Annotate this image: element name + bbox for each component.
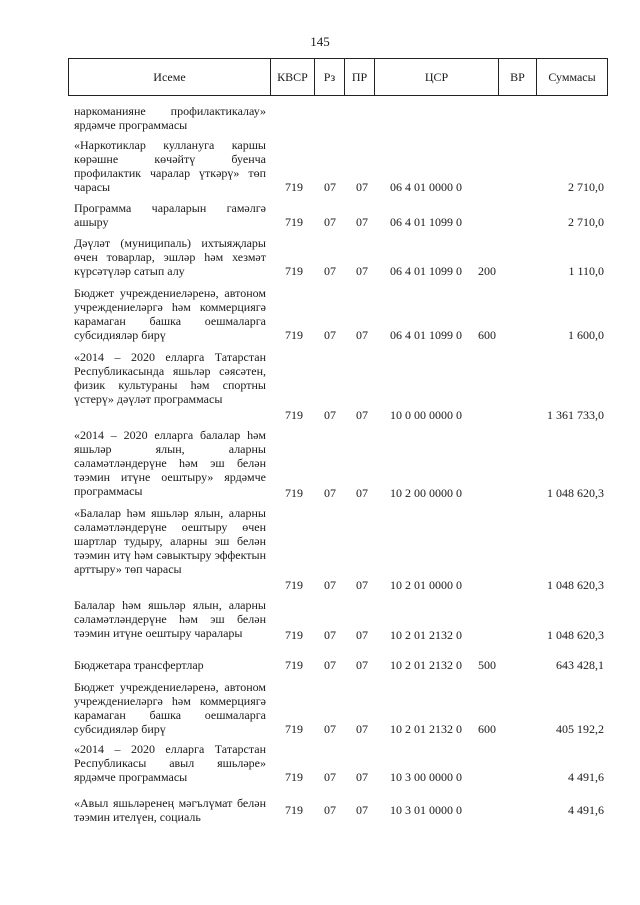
row-sum: 4 491,6 [568,770,604,784]
table-row [74,658,604,674]
row-csr: 10 2 01 2132 0 [390,722,462,736]
row-kvsr: 719 [285,215,303,229]
row-rz: 07 [324,658,336,672]
row-name: «2014 – 2020 елларга балалар һәм яшьләр ялын, аларны сәламәтләндерүне һәм эш белән тәэмин итүне оештыру» ярдәмче программасы [74,428,266,498]
row-sum: 1 048 620,3 [547,578,604,592]
row-kvsr: 719 [285,658,303,672]
table-header [68,58,608,96]
row-name: Дәүләт (муниципаль) ихтыяҗлары өчен товарлар, эшләр һәм хезмәт күрсәтүләр сатып алу [74,236,266,278]
row-csr: 10 2 01 2132 0 [390,658,462,672]
row-name: Бюджет учреждениеләренә, автоном учреждениеләргә һәм коммерциягә карамаган башка оешмаларга субсидияләр бирү [74,286,266,342]
header-kvsr: КВСР [271,59,315,95]
table-row [74,742,604,786]
row-pr: 07 [356,215,368,229]
row-rz: 07 [324,264,336,278]
row-csr: 10 0 00 0000 0 [390,408,462,422]
row-pr: 07 [356,328,368,342]
row-vr: 200 [478,264,496,278]
row-pr: 07 [356,578,368,592]
row-vr: 500 [478,658,496,672]
table-row [74,236,604,280]
table-row [74,796,604,826]
row-kvsr: 719 [285,578,303,592]
row-sum: 1 361 733,0 [547,408,604,422]
row-sum: 643 428,1 [556,658,604,672]
row-csr: 06 4 01 1099 0 [390,264,462,278]
row-kvsr: 719 [285,722,303,736]
row-sum: 1 048 620,3 [547,486,604,500]
row-kvsr: 719 [285,180,303,194]
row-name: Программа чараларын гамәлгә ашыру [74,201,266,229]
row-kvsr: 719 [285,803,303,817]
row-pr: 07 [356,408,368,422]
row-sum: 4 491,6 [568,803,604,817]
row-kvsr: 719 [285,486,303,500]
row-name: «Наркотиклар куллануга каршы көрәшне көчәйтү буенча профилактик чаралар үткәрү» төп чарасы [74,138,266,194]
row-kvsr: 719 [285,328,303,342]
row-sum: 2 710,0 [568,215,604,229]
row-rz: 07 [324,628,336,642]
row-rz: 07 [324,722,336,736]
row-rz: 07 [324,486,336,500]
header-vr: ВР [499,59,537,95]
row-sum: 2 710,0 [568,180,604,194]
table-row [74,138,604,196]
row-pr: 07 [356,628,368,642]
row-name: «Балалар һәм яшьләр ялын, аларны сәламәтләндерүне оештыру өчен шартлар тудыру, аларны эш белән тәэмин итү һәм сәвыктыру эффектын арттыру» төп чарасы [74,506,266,576]
row-pr: 07 [356,770,368,784]
row-kvsr: 719 [285,770,303,784]
row-name: «2014 – 2020 елларга Татарстан Республикасында яшьләр сәясәтен, физик культураны һәм спортны үстерү» дәүләт программасы [74,350,266,406]
row-vr: 600 [478,328,496,342]
table-row [74,104,604,132]
row-pr: 07 [356,180,368,194]
row-rz: 07 [324,578,336,592]
row-sum: 1 600,0 [568,328,604,342]
row-name: Бюджет учреждениеләренә, автоном учреждениеләргә һәм коммерциягә карамаган башка оешмаларга субсидияләр бирү [74,680,266,736]
row-pr: 07 [356,486,368,500]
row-csr: 10 3 01 0000 0 [390,803,462,817]
table-row [74,506,604,592]
row-rz: 07 [324,408,336,422]
row-rz: 07 [324,770,336,784]
row-name: «Авыл яшьләренең мәгълүмат белән тәэмин ителүен, социаль [74,796,266,824]
table-row [74,201,604,231]
table-row [74,286,604,344]
row-name: «2014 – 2020 елларга Татарстан Республикасы авыл яшьләре» ярдәмче программасы [74,742,266,784]
row-rz: 07 [324,803,336,817]
row-pr: 07 [356,658,368,672]
row-vr: 600 [478,722,496,736]
row-pr: 07 [356,722,368,736]
header-csr: ЦСР [375,59,499,95]
row-rz: 07 [324,215,336,229]
row-name: Балалар һәм яшьләр ялын, аларны сәламәтләндерүне һәм эш белән тәэмин итүне оештыру чаралары [74,598,266,640]
row-kvsr: 719 [285,628,303,642]
table-row [74,350,604,422]
row-csr: 06 4 01 1099 0 [390,215,462,229]
row-kvsr: 719 [285,408,303,422]
row-sum: 405 192,2 [556,722,604,736]
row-csr: 10 2 01 2132 0 [390,628,462,642]
row-name: наркоманияне профилактикалау» ярдәмче программасы [74,104,266,132]
row-csr: 06 4 01 0000 0 [390,180,462,194]
page-number: 145 [310,34,330,49]
table-row [74,598,604,642]
row-sum: 1 048 620,3 [547,628,604,642]
row-pr: 07 [356,264,368,278]
header-name: Исеме [69,59,271,95]
table-row [74,680,604,738]
row-pr: 07 [356,803,368,817]
header-rz: Рз [315,59,345,95]
row-csr: 10 2 00 0000 0 [390,486,462,500]
row-rz: 07 [324,180,336,194]
row-sum: 1 110,0 [568,264,604,278]
table-row [74,428,604,500]
header-pr: ПР [345,59,375,95]
row-name: Бюджетара трансфертлар [74,658,204,672]
row-csr: 06 4 01 1099 0 [390,328,462,342]
row-csr: 10 2 01 0000 0 [390,578,462,592]
row-rz: 07 [324,328,336,342]
row-kvsr: 719 [285,264,303,278]
row-csr: 10 3 00 0000 0 [390,770,462,784]
header-sum: Суммасы [548,69,596,84]
